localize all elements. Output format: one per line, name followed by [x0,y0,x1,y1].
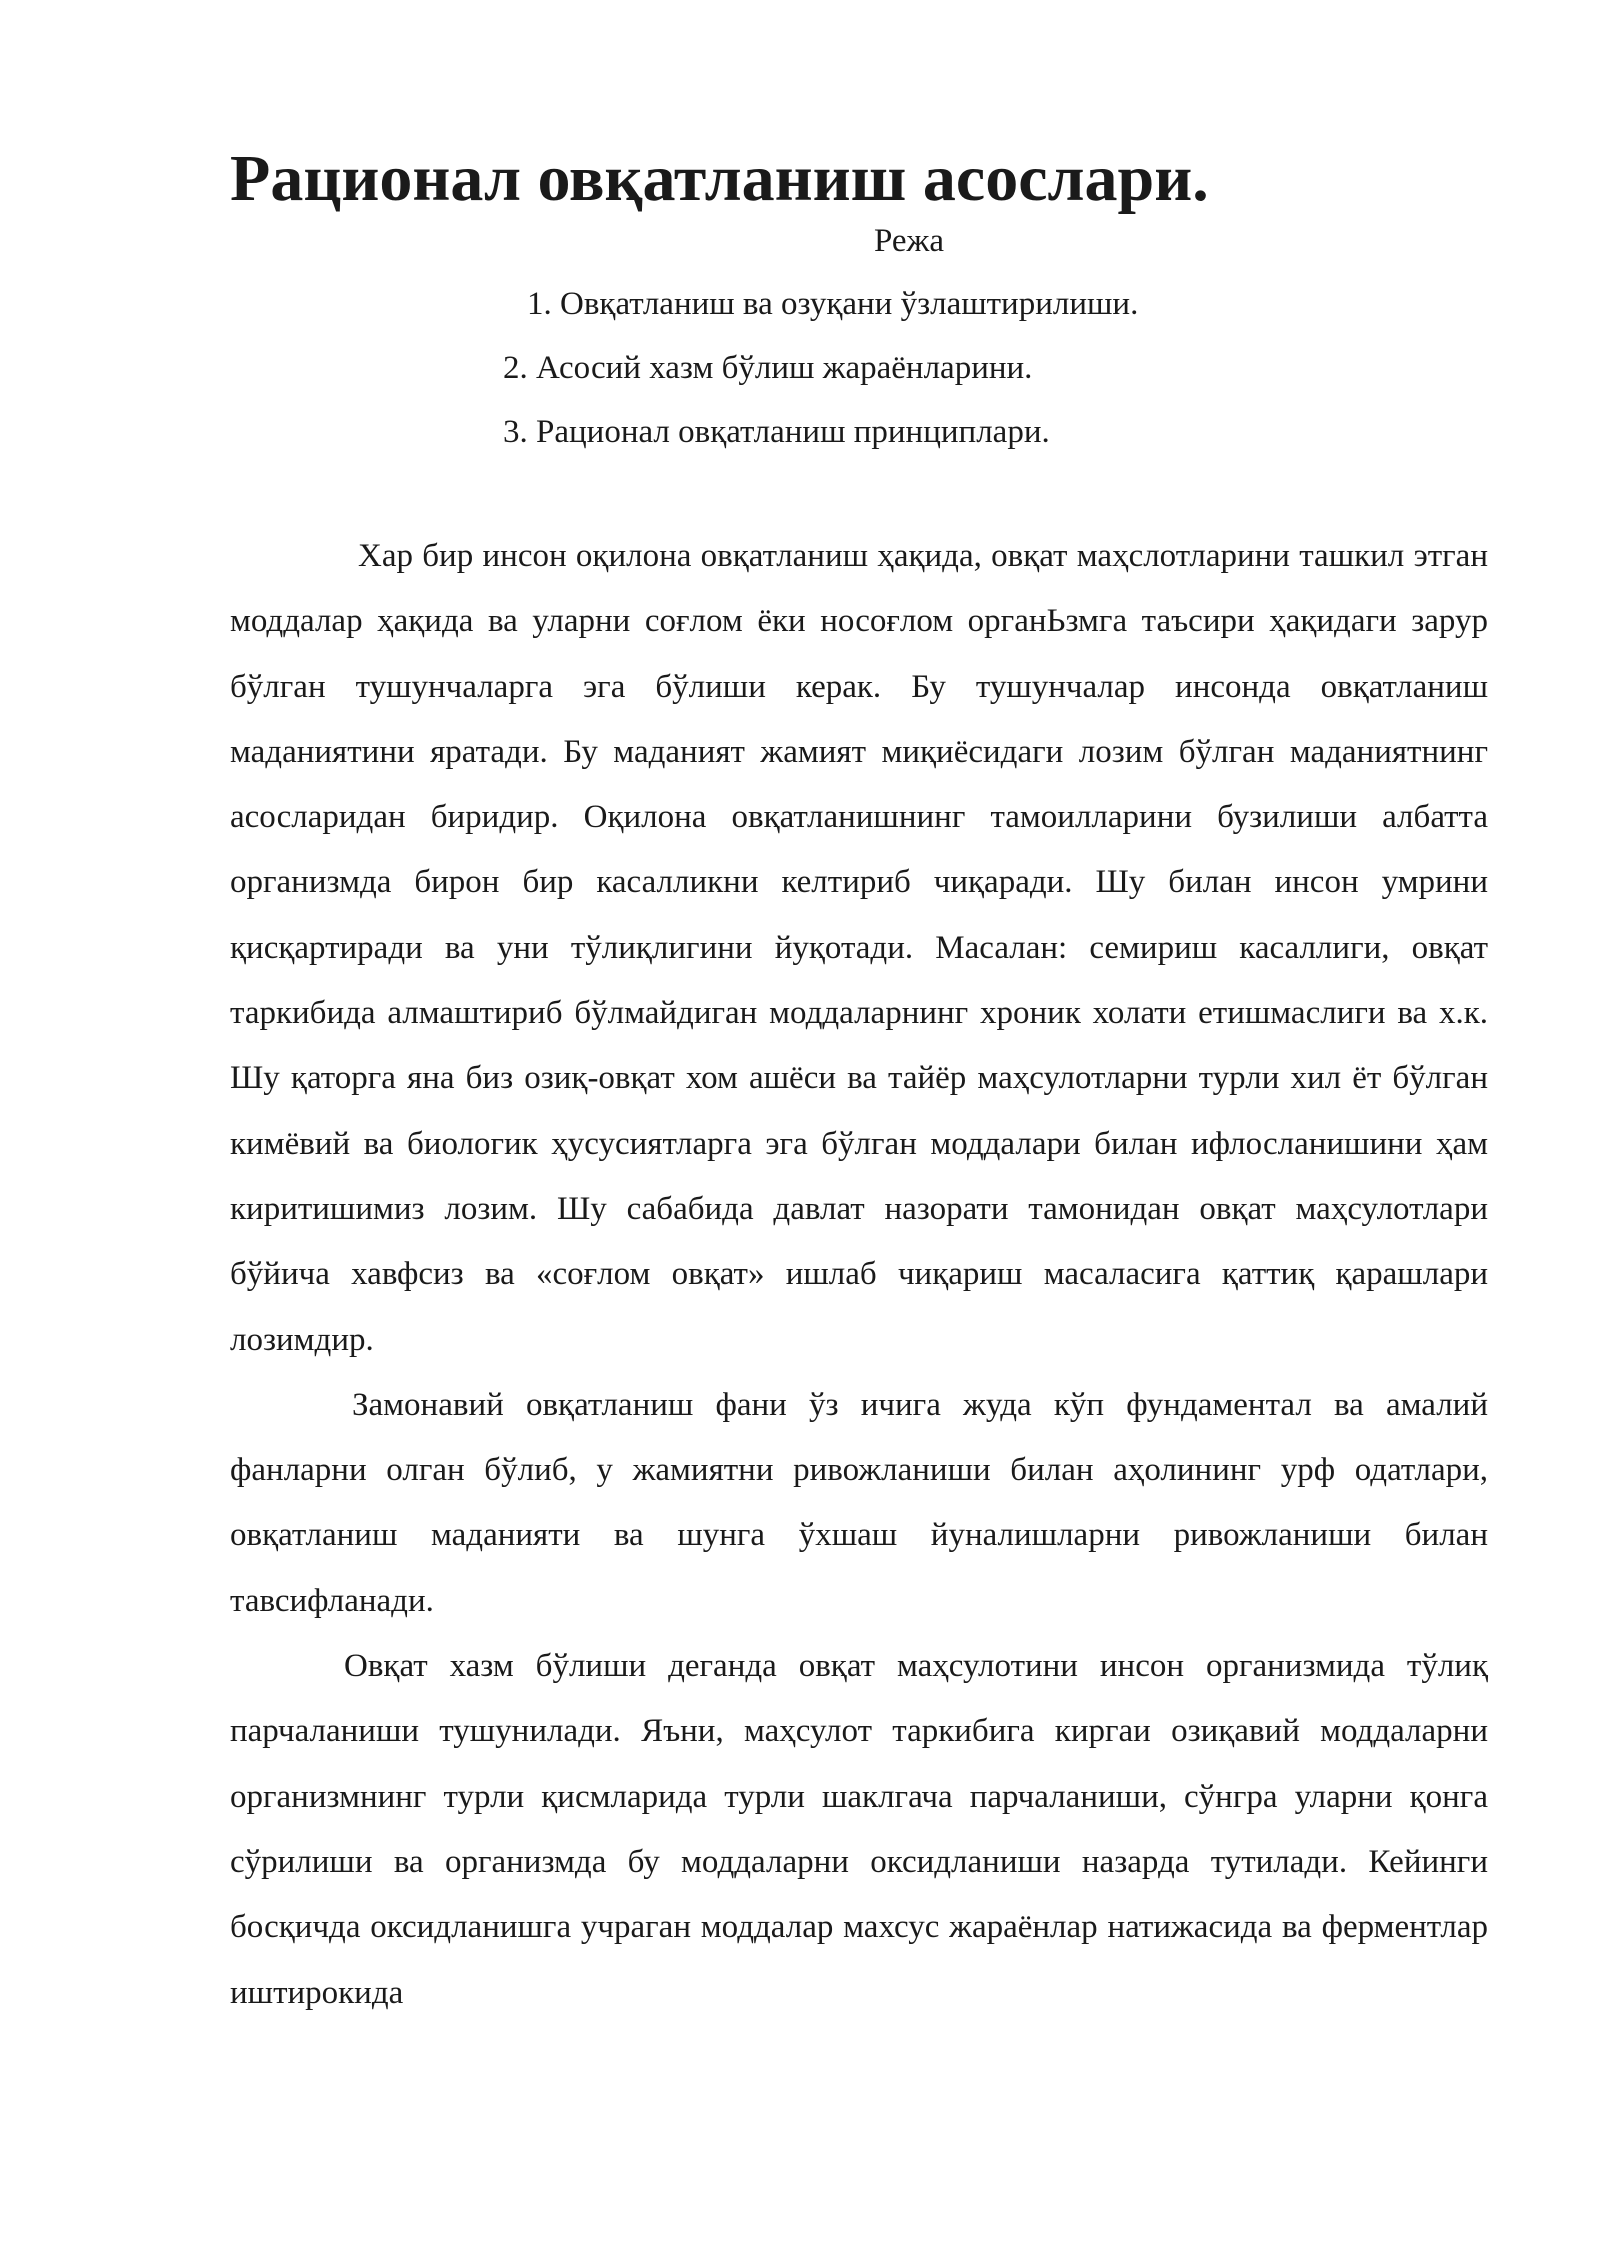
section-spacer [230,464,1488,524]
plan-list [230,272,1488,464]
plan-item-1: 1. Овқатланиш ва озуқани ўзлаштирилиши. [527,286,1139,322]
paragraph-1: Хар бир инсон оқилона овқатланиш ҳақида, овқат маҳслотларини ташкил этган моддалар ҳақида ва уларни соғлом ёки носоғлом органЬзмга таъсири ҳақидаги зарур бўлган тушунчаларга эга бўлиши керак. Бу тушунчалар инсонда овқатланиш маданиятини яратади. Бу маданият жамият миқиёсидаги лозим бўлган маданиятнинг асосларидан биридир. Оқилона овқатланишнинг тамоилларини бузилиши албатта организмда бирон бир касалликни келтириб чиқаради. Шу билан инсон умрини қисқартиради ва уни тўлиқлигини йуқотади. Масалан: семириш касаллиги, овқат таркибида алмаштириб бўлмайдиган моддаларнинг хроник холати етишмаслиги ва х.к. Шу қаторга яна биз озиқ-овқат хом ашёси ва тайёр маҳсулотларни турли хил ёт бўлган кимёвий ва биологик ҳусусиятларга эга бўлган моддалари билан ифлосланишини ҳам киритишимиз лозим. Шу сабабида давлат назорати тамонидан овқат маҳсулотлари бўйича хавфсиз ва «соғлом овқат» ишлаб чиқариш масаласига қаттиқ қарашлари лозимдир. [230,538,1488,1358]
paragraph-3: Овқат хазм бўлиши деганда овқат маҳсулотини инсон организмида тўлиқ парчаланиши тушунилади. Яъни, маҳсулот таркибига киргаи озиқавий моддаларни организмнинг турли қисмларида турли шаклгача парчаланиши, сўнгра уларни қонга сўрилиши ва организмда бу моддаларни оксидланиши назарда тутилади. Кейинги босқичда оксидланишга учраган моддалар махсус жараёнлар натижасида ва ферментлар иштирокида [230,1648,1488,2011]
paragraph-2: Замонавий овқатланиш фани ўз ичига жуда кўп фундаментал ва амалий фанларни олган бўлиб, у жамиятни ривожланиши билан аҳолининг урф одатлари, овқатланиш маданияти ва шунга ўхшаш йуналишларни ривожланиши билан тавсифланади. [230,1386,1488,1619]
plan-heading: Режа [873,223,944,259]
plan-item-2: 2. Асосий хазм бўлиш жараёнларини. [503,350,1033,386]
plan-item-3: 3. Рационал овқатланиш принциплари. [503,414,1050,450]
document-content [230,142,1488,2026]
document-title: Рационал овқатланиш асослари. [230,142,1209,215]
